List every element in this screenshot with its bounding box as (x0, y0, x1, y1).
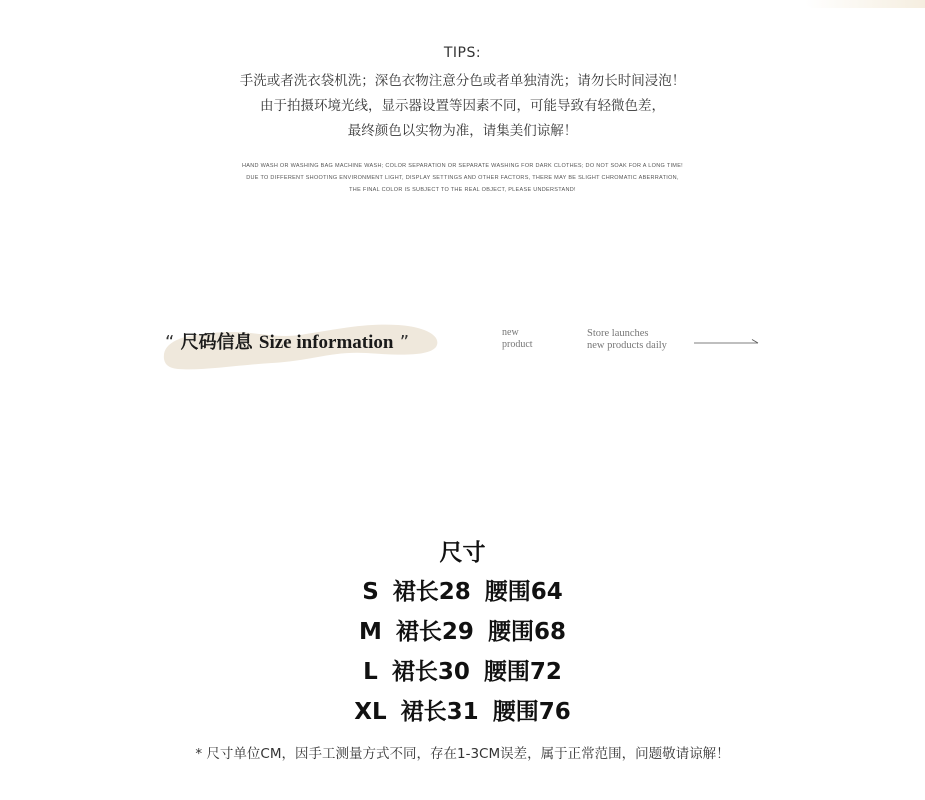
new-product-tag-line: new (502, 327, 519, 338)
size-info-header (160, 305, 780, 375)
tips-english-line: THE FINAL COLOR IS SUBJECT TO THE REAL OBJECT, PLEASE UNDERSTAND! (349, 187, 576, 193)
new-product-tag-line: product (502, 339, 533, 350)
skirt-length: 裙长30 (391, 659, 470, 685)
size-label: M (359, 619, 382, 645)
skirt-length: 裙长28 (392, 579, 471, 605)
store-launches-tag-line: Store launches (587, 328, 649, 339)
corner-decoration (805, 0, 925, 8)
size-info-title-cn: 尺码信息 (180, 332, 253, 353)
size-heading: 尺寸 (439, 540, 486, 566)
size-label: XL (354, 699, 387, 725)
waist-measure: 腰围64 (484, 579, 563, 605)
arrow-right-icon (694, 338, 760, 348)
size-row (0, 612, 925, 652)
skirt-length: 裙长31 (400, 699, 479, 725)
size-info-title-en: Size information (258, 332, 394, 353)
size-row (0, 692, 925, 732)
store-launches-tag (587, 328, 667, 352)
waist-measure: 腰围72 (483, 659, 562, 685)
size-note: * 尺寸单位CM，因手工测量方式不同，存在1-3CM误差，属于正常范围，问题敬请谅解！ (195, 746, 730, 762)
tips-line: 由于拍摄环境光线，显示器设置等因素不同，可能导致有轻微色差， (260, 98, 665, 114)
care-tips-english (0, 160, 925, 196)
open-quote: “ (165, 332, 175, 353)
size-row (0, 652, 925, 692)
tips-line: 手洗或者洗衣袋机洗；深色衣物注意分色或者单独清洗；请勿长时间浸泡！ (239, 73, 686, 89)
close-quote: ” (399, 332, 410, 353)
store-launches-tag-line: new products daily (587, 340, 667, 351)
tips-english-line: DUE TO DIFFERENT SHOOTING ENVIRONMENT LIGHT, DISPLAY SETTINGS AND OTHER FACTORS, THERE MAY BE SLIGHT CHROMATIC ABERRATION, (246, 175, 679, 181)
tips-title: TIPS: (443, 45, 482, 61)
size-label: S (362, 579, 379, 605)
tips-line: 最终颜色以实物为准，请集美们谅解！ (347, 123, 578, 139)
care-tips (0, 44, 925, 144)
waist-measure: 腰围68 (487, 619, 566, 645)
size-info-title (165, 328, 409, 354)
new-product-tag (502, 327, 533, 351)
size-chart (0, 534, 925, 732)
size-label: L (363, 659, 378, 685)
skirt-length: 裙长29 (395, 619, 474, 645)
tips-english-line: HAND WASH OR WASHING BAG MACHINE WASH; COLOR SEPARATION OR SEPARATE WASHING FOR DARK CLOTHES; DO NOT SOAK FOR A LONG TIME! (241, 163, 683, 169)
waist-measure: 腰围76 (492, 699, 571, 725)
size-row (0, 572, 925, 612)
